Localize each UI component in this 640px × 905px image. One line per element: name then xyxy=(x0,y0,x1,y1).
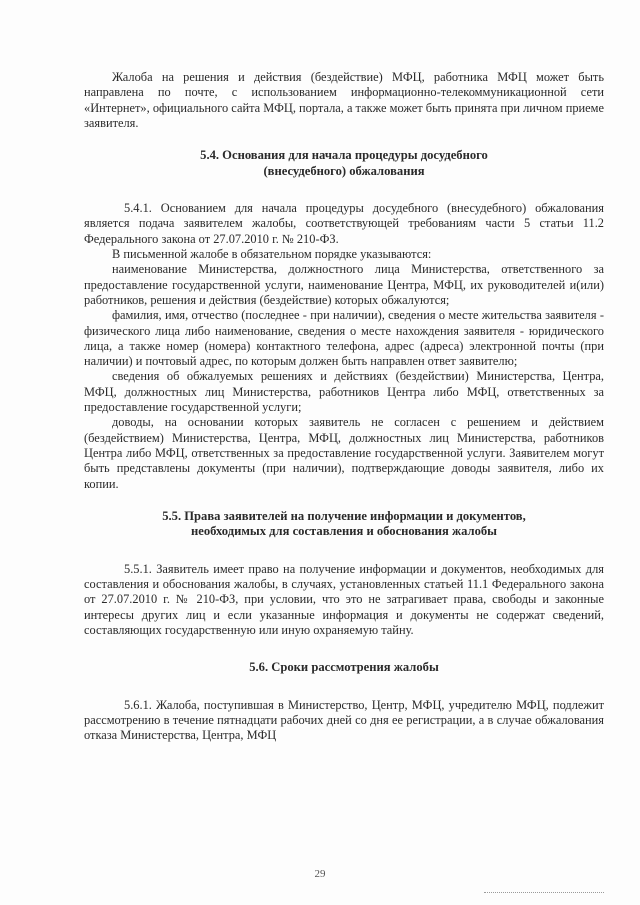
heading-5-4-line1: 5.4. Основания для начала процедуры досудебного xyxy=(200,148,488,163)
page-number: 29 xyxy=(314,868,326,880)
page-content xyxy=(84,70,604,744)
paragraph-complaint-channels: Жалоба на решения и действия (бездействие) МФЦ, работника МФЦ может быть направлена по почте, с использованием информационно-телекоммуникационной сети «Интернет», официального сайта МФЦ, портала, а также может быть принята при личном приеме заявителя. xyxy=(84,70,604,130)
paragraph-5-4-item-applicant: фамилия, имя, отчество (последнее - при наличии), сведения о месте жительства заявителя - физического лица либо наименование, сведения о месте нахождения заявителя - юридического лица, а также номер (номера) контактного телефона, адрес (адреса) электронной почты (при наличии) и почтовый адрес, по которым должен быть направлен ответ заявителю; xyxy=(84,308,604,369)
paragraph-5-4-item-name: наименование Министерства, должностного лица Министерства, ответственного за предоставление государственной услуги, наименование Центра, МФЦ, их руководителей и(или) работников, решения и действия (бездействие) которых обжалуются; xyxy=(84,262,604,307)
heading-5-5-line2: необходимых для составления и обоснования жалобы xyxy=(190,524,498,539)
paragraph-5-5-1: 5.5.1. Заявитель имеет право на получение информации и документов, необходимых для составления и обоснования жалобы, в случаях, установленных статьей 11.1 Федерального закона от 27.07.2010 г. № 210-ФЗ, при условии, что это не затрагивает права, свободы и законные интересы других лиц и если указанные информация и документы не содержат сведений, составляющих государственную или иную охраняемую тайну. xyxy=(84,561,604,638)
paragraph-5-4-item-arguments: доводы, на основании которых заявитель не согласен с решением и действием (бездействием) Министерства, Центра, МФЦ, должностных лиц Министерства, работников Центра либо МФЦ, ответственных за предоставление государственной услуги. Заявителем могут быть представлены документы (при наличии), подтверждающие доводы заявителя, либо их копии. xyxy=(84,415,604,491)
scan-artifact xyxy=(484,892,604,895)
heading-5-4 xyxy=(84,148,604,179)
heading-5-6: 5.6. Сроки рассмотрения жалобы xyxy=(249,660,439,675)
heading-5-4-line2: (внесудебного) обжалования xyxy=(263,163,425,178)
paragraph-5-4-item-decisions: сведения об обжалуемых решениях и действиях (бездействии) Министерства, Центра, МФЦ, должностных лиц Министерства, работников Центра либо МФЦ, ответственных за предоставление государственной услуги; xyxy=(84,369,604,415)
paragraph-5-4-1: 5.4.1. Основанием для начала процедуры досудебного (внесудебного) обжалования является подача заявителем жалобы, соответствующей требованиям части 5 статьи 11.2 Федерального закона от 27.07.2010 г. № 210-ФЗ. xyxy=(84,201,604,246)
paragraph-5-6-1: 5.6.1. Жалоба, поступившая в Министерство, Центр, МФЦ, учредителю МФЦ, подлежит рассмотрению в течение пятнадцати рабочих дней со дня ее регистрации, а в случае обжалования отказа Министерства, Центра, МФЦ xyxy=(84,697,604,743)
heading-5-5-line1: 5.5. Права заявителей на получение информации и документов, xyxy=(162,508,526,523)
paragraph-5-4-required: В письменной жалобе в обязательном порядке указываются: xyxy=(112,247,432,262)
heading-5-5 xyxy=(84,509,604,540)
